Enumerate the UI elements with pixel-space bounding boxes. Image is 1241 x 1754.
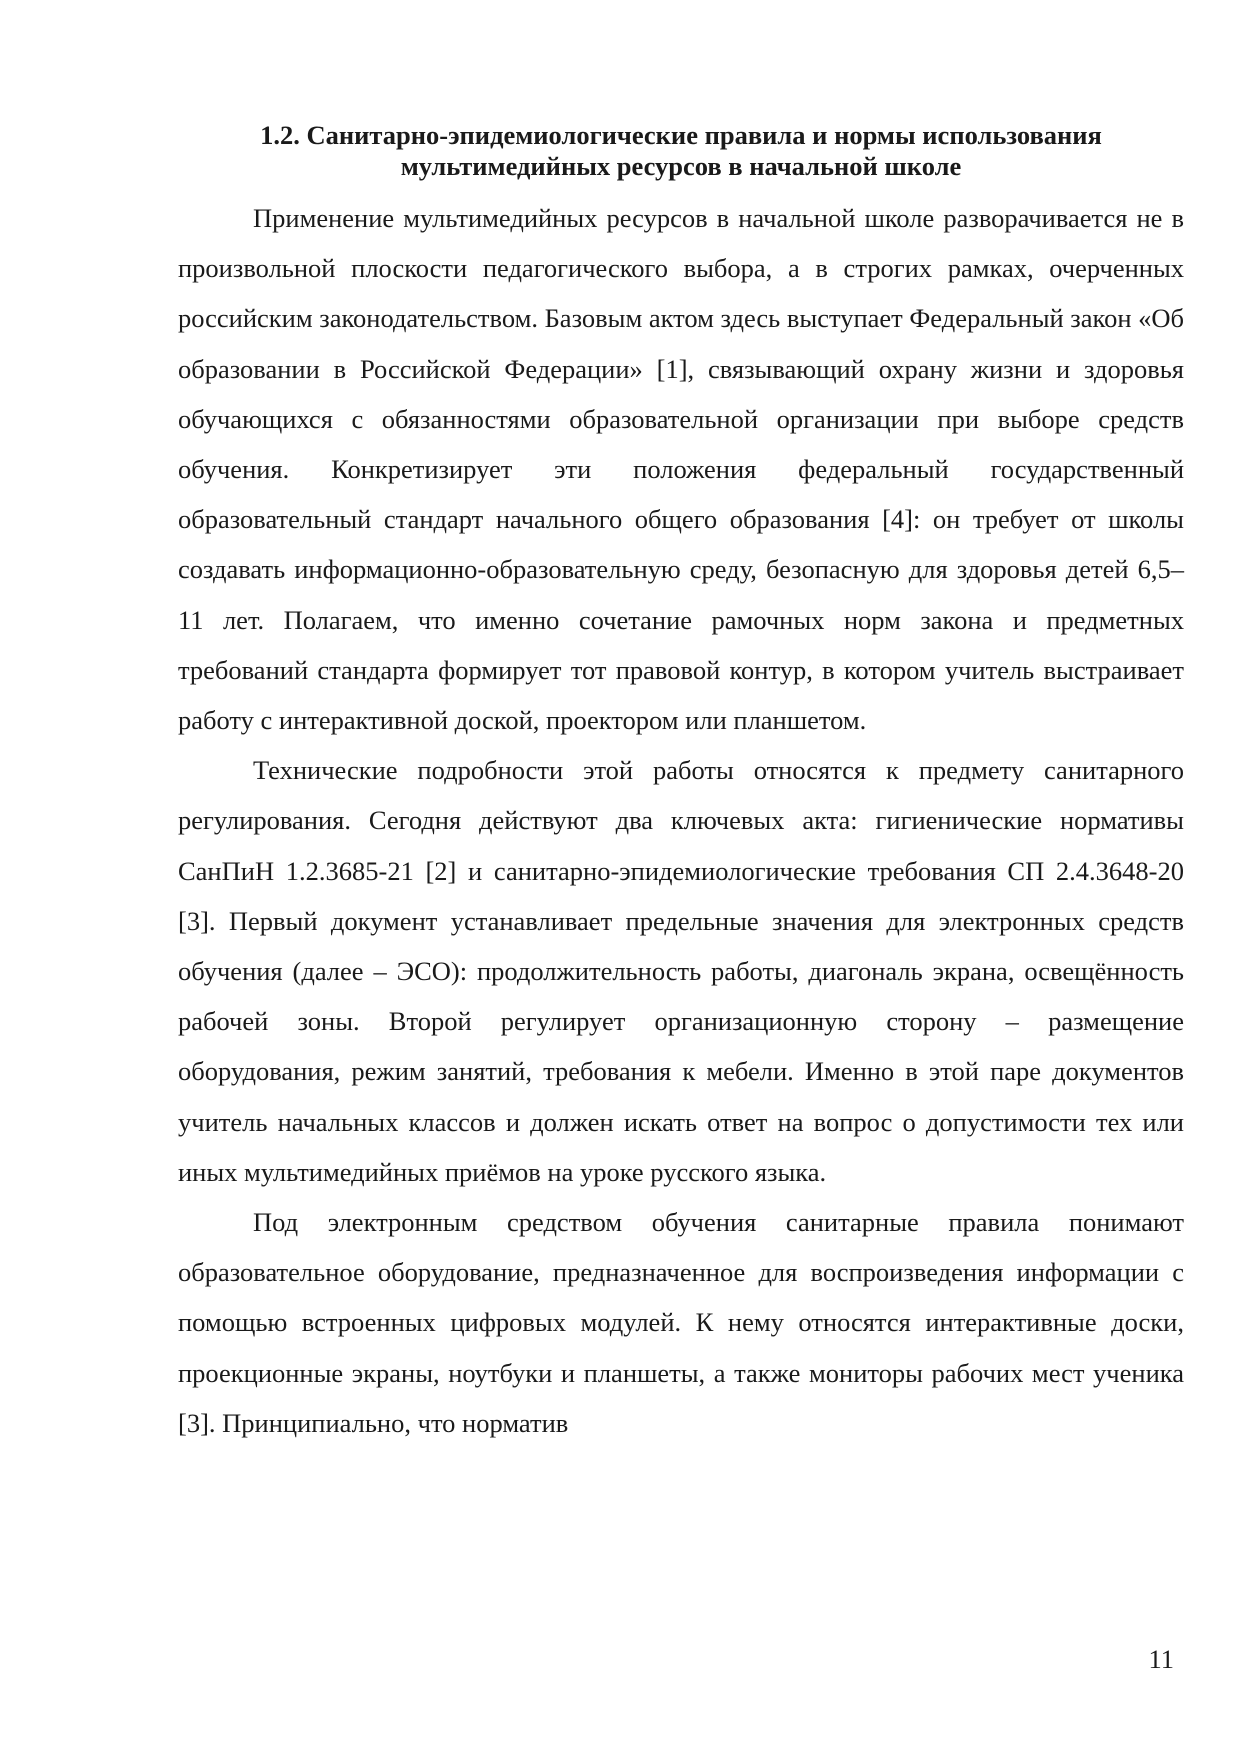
paragraph-legal-framework: Применение мультимедийных ресурсов в начальной школе разворачивается не в произвольной плоскости педагогического выбора, а в строгих рамках, очерченных российским законодательством. Базовым актом здесь выступает Федеральный закон «Об образовании в Российской Федерации» [1], связывающий охрану жизни и здоровья обучающихся с обязанностями образовательной организации при выборе средств обучения. Конкретизирует эти положения федеральный государственный образовательный стандарт начального общего образования [4]: он требует от школы создавать информационно-образовательную среду, безопасную для здоровья детей 6,5–11 лет. Полагаем, что именно сочетание рамочных норм закона и предметных требований стандарта формирует тот правовой контур, в котором учитель выстраивает работу с интерактивной доской, проектором или планшетом. — [178, 203, 1184, 736]
paragraph-sanitary-regulation: Технические подробности этой работы относятся к предмету санитарного регулирования. Сегодня действуют два ключевых акта: гигиенические нормативы СанПиН 1.2.3685-21 [2] и санитарно-эпидемиологические требования СП 2.4.3648-20 [3]. Первый документ устанавливает предельные значения для электронных средств обучения (далее – ЭСО): продолжительность работы, диагональ экрана, освещённость рабочей зоны. Второй регулирует организационную сторону – размещение оборудования, режим занятий, требования к мебели. Именно в этой паре документов учитель начальных классов и должен искать ответ на вопрос о допустимости тех или иных мультимедийных приёмов на уроке русского языка. — [178, 755, 1184, 1187]
body-text — [178, 193, 1184, 1448]
page-number: 11 — [1148, 1644, 1174, 1674]
section-title — [178, 120, 1184, 182]
paragraph-eso-definition: Под электронным средством обучения санитарные правила понимают образовательное оборудование, предназначенное для воспроизведения информации с помощью встроенных цифровых модулей. К нему относятся интерактивные доски, проекционные экраны, ноутбуки и планшеты, а также мониторы рабочих мест ученика [3]. Принципиально, что норматив — [178, 1207, 1184, 1438]
section-title-line-2: мультимедийных ресурсов в начальной школе — [400, 151, 962, 181]
section-title-line-1: 1.2. Санитарно-эпидемиологические правила и нормы использования — [260, 120, 1102, 150]
